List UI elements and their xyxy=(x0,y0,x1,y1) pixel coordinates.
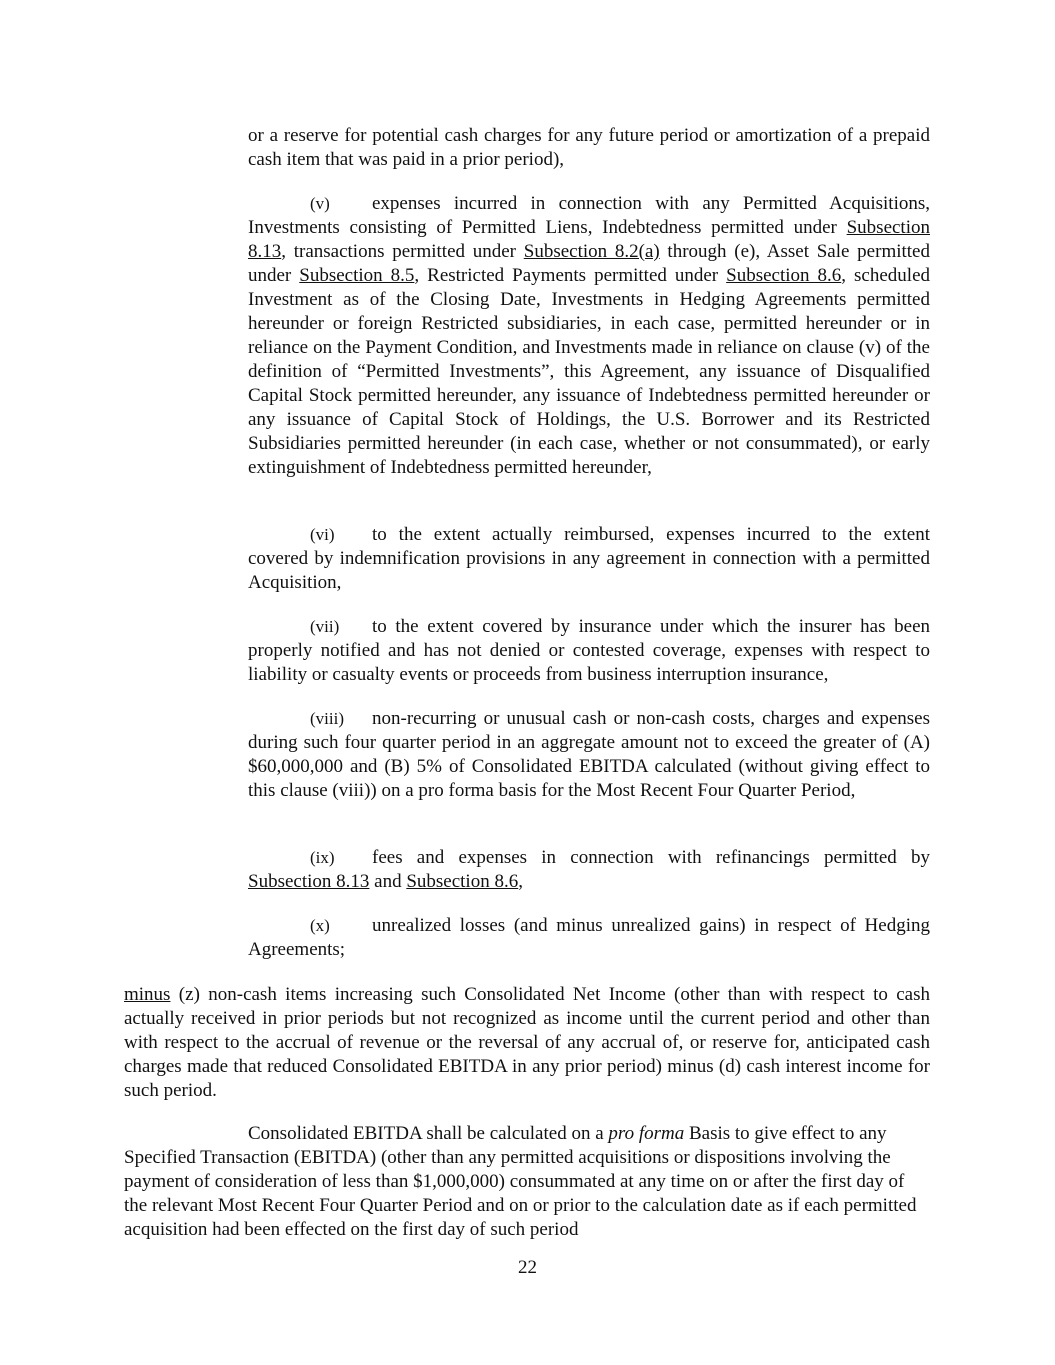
ebitda-calculation-paragraph xyxy=(124,1122,930,1242)
subsection-link[interactable]: Subsection 8.2(a) xyxy=(523,241,660,262)
clause-text: expenses incurred in connection with any Permitted Acquisitions, Investments consisting of Permitted Liens, Indebtedness permitted under xyxy=(248,193,930,238)
clause-text: through (e), Asset Sale permitted under xyxy=(248,241,930,286)
subsection-link[interactable]: Subsection 8.6 xyxy=(726,265,842,286)
italic-term: pro forma xyxy=(608,1123,685,1144)
clause-number: (v) xyxy=(310,194,330,213)
minus-term: minus xyxy=(124,984,171,1005)
clause-number: (ix) xyxy=(310,848,335,867)
clause-text: , transactions permitted under xyxy=(281,241,524,262)
clause-text: unrealized losses (and minus unrealized gains) in respect of Hedging Agreements; xyxy=(248,915,930,960)
clause-text: , scheduled Investment as of the Closing Date, Investments in Hedging Agreements permitted hereunder or foreign Restricted subsidiaries, in each case, permitted hereunder or in reliance on the Payment Condition, and Investments made in reliance on clause (v) of the definition of “Permitted Investments”, this Agreement, any issuance of Disqualified Capital Stock permitted hereunder, any issuance of Indebtedness permitted hereunder or any issuance of Capital Stock of Holdings, the U.S. Borrower and its Restricted Subsidiaries permitted hereunder (in each case, whether or not consummated), or early extinguishment of Indebtedness permitted hereunder, xyxy=(248,265,931,478)
paragraph-text: Consolidated EBITDA shall be calculated on a xyxy=(248,1123,609,1144)
clause-number: (vi) xyxy=(310,525,335,544)
subsection-link[interactable]: Subsection 8.5 xyxy=(299,265,415,286)
minus-paragraph xyxy=(124,983,930,1103)
clause-text: , Restricted Payments permitted under xyxy=(414,265,727,286)
subsection-link[interactable]: Subsection 8.13 xyxy=(248,217,930,262)
clause-viii xyxy=(248,707,930,803)
page-number: 22 xyxy=(518,1257,537,1278)
clause-ix xyxy=(248,846,930,894)
clause-x xyxy=(248,914,930,962)
paragraph-continuation xyxy=(248,124,930,172)
clause-text: to the extent actually reimbursed, expenses incurred to the extent covered by indemnification provisions in any agreement in connection with a permitted Acquisition, xyxy=(248,524,930,593)
clause-number: (vii) xyxy=(310,617,340,636)
clause-vii xyxy=(248,615,930,687)
clause-v xyxy=(248,192,930,480)
paragraph-text: or a reserve for potential cash charges for any future period or amortization of a prepaid cash item that was paid in a prior period), xyxy=(248,125,930,170)
clause-number: (x) xyxy=(310,916,330,935)
clause-vi xyxy=(248,523,930,595)
clause-text: and xyxy=(369,871,407,892)
clause-text: , xyxy=(518,871,523,892)
subsection-link[interactable]: Subsection 8.13 xyxy=(248,871,370,892)
clause-text: fees and expenses in connection with refinancings permitted by xyxy=(372,847,930,868)
clause-text: non-recurring or unusual cash or non-cash costs, charges and expenses during such four quarter period in an aggregate amount not to exceed the greater of (A) $60,000,000 and (B) 5% of Consolidated EBITDA calculated (without giving effect to this clause (viii)) on a pro forma basis for the Most Recent Four Quarter Period, xyxy=(248,708,930,801)
paragraph-text: Basis to give effect to any Specified Transaction (EBITDA) (other than any permitted acquisitions or dispositions involving the payment of consideration of less than $1,000,000) consummated at any time on or after the first day of the relevant Most Recent Four Quarter Period and on or prior to the calculation date as if each permitted acquisition had been effected on the first day of such period xyxy=(124,1123,917,1240)
clause-number: (viii) xyxy=(310,709,344,728)
paragraph-text: (z) non-cash items increasing such Consolidated Net Income (other than with respect to cash actually received in prior periods but not recognized as income until the current period and other than with respect to the accrual of revenue or the reversal of any accrual of, or reserve for, anticipated cash charges made that reduced Consolidated EBITDA in any prior period) minus (d) cash interest income for such period. xyxy=(124,984,930,1101)
subsection-link[interactable]: Subsection 8.6 xyxy=(406,871,519,892)
clause-text: to the extent covered by insurance under which the insurer has been properly notified and has not denied or contested coverage, expenses with respect to liability or casualty events or proceeds from business interruption insurance, xyxy=(248,616,930,685)
